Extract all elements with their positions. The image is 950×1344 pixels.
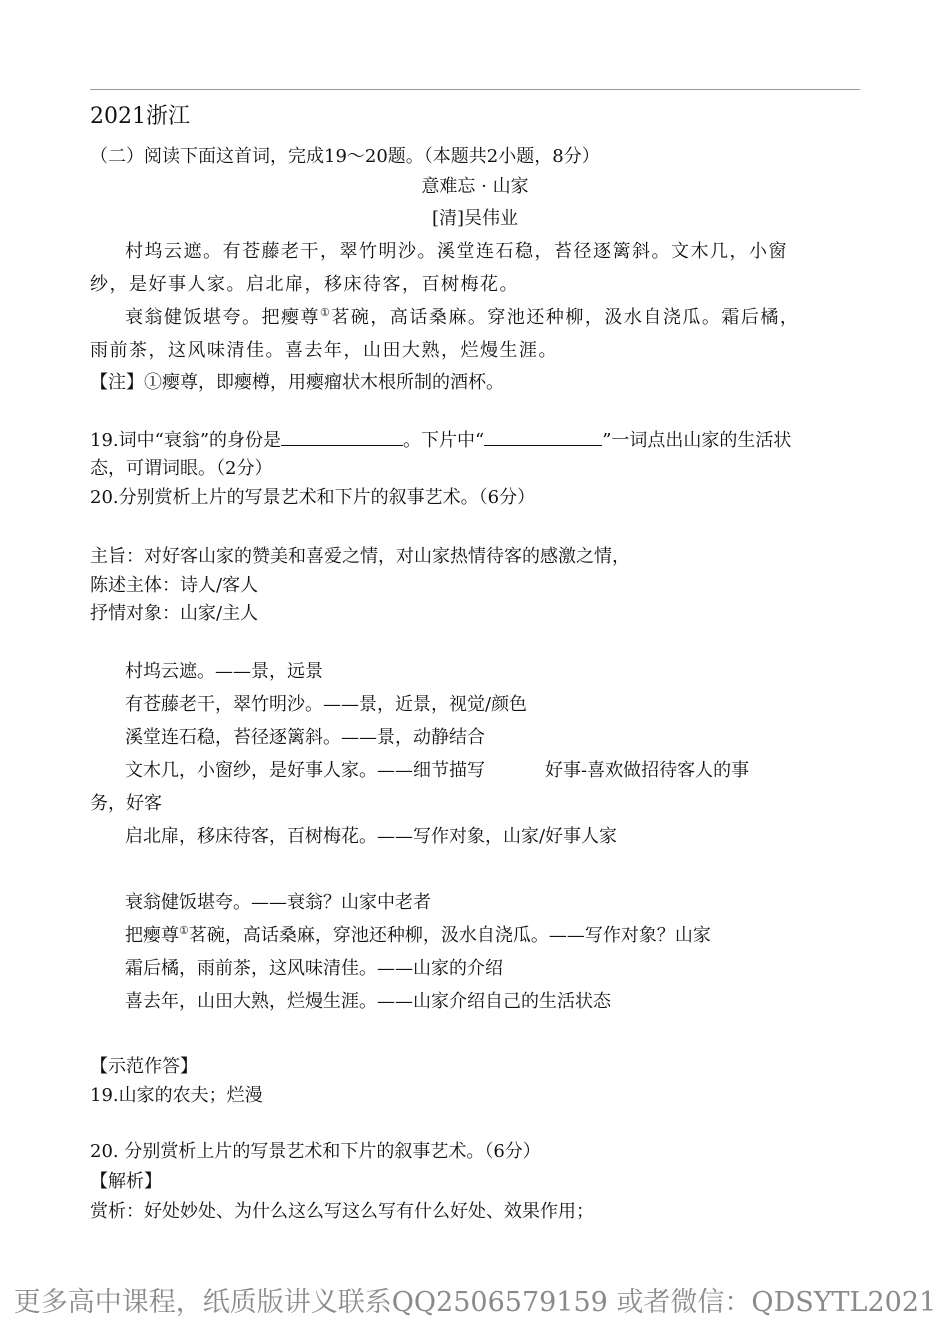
analysis-line: 衰翁健饭堪夸。——衰翁？山家中老者 [125, 892, 431, 913]
analysis-line: 村坞云遮。——景，远景 [125, 661, 323, 682]
footer-contact: 更多高中课程，纸质版讲义联系QQ2506579159 [13, 1287, 608, 1318]
analysis-line: 启北扉，移床待客，百树梅花。——写作对象，山家/好事人家 [125, 826, 618, 847]
analysis-text: 把瘿尊 [125, 925, 179, 946]
question-19 [90, 429, 791, 453]
poem-text: 茗碗，高话桑麻。穿池还种柳，汲水自浇瓜。霜后橘， [331, 307, 800, 328]
analysis-line: 喜去年，山田大熟，烂熳生涯。——山家介绍自己的生活状态 [125, 991, 611, 1012]
question-19-cont: 态，可谓词眼。（2分） [90, 458, 273, 479]
poem-line [125, 306, 799, 330]
analysis-line: 霜后橘，雨前茶，这风味清佳。——山家的介绍 [125, 958, 503, 979]
analysis-line: 务，好客 [90, 793, 162, 814]
jiexi-label: 【解析】 [90, 1171, 162, 1192]
poem-text: 衰翁健饭堪夸。把瘿尊 [125, 307, 320, 328]
analysis-line: 溪堂连石稳，苔径逐篱斜。——景，动静结合 [125, 727, 485, 748]
poem-line: 村坞云遮。有苍藤老干，翠竹明沙。溪堂连石稳，苔径逐篱斜。文木几，小窗 [125, 241, 788, 262]
section-heading: 2021浙江 [90, 104, 190, 129]
question-intro: （二）阅读下面这首词，完成19～20题。（本题共2小题，8分） [90, 146, 600, 167]
analysis-object: 抒情对象：山家/主人 [90, 603, 259, 624]
answer-blank [484, 429, 602, 446]
q19-text: 。下片中“ [403, 430, 485, 451]
analysis-line: 有苍藤老干，翠竹明沙。——景，近景，视觉/颜色 [125, 694, 528, 715]
question-20: 20.分别赏析上片的写景艺术和下片的叙事艺术。（6分） [90, 487, 536, 508]
poem-author: [清]吴伟业 [431, 208, 519, 229]
analysis-subject: 陈述主体：诗人/客人 [90, 575, 259, 596]
analysis-line [125, 759, 749, 783]
shangxi-text: 赏析：好处妙处、为什么这么写这么写有什么好处、效果作用； [90, 1201, 594, 1222]
poem-title: 意难忘 · 山家 [421, 176, 529, 197]
header-rule [90, 89, 860, 90]
footnote-marker: ① [179, 924, 189, 937]
analysis-line [125, 924, 711, 948]
analysis-text: 文木几，小窗纱，是好事人家。——细节描写 [125, 760, 485, 781]
footer-wechat: 或者微信：QDSYTL2021 [616, 1287, 937, 1318]
analysis-theme: 主旨：对好客山家的赞美和喜爱之情，对山家热情待客的感激之情， [90, 546, 630, 567]
answer-blank [281, 429, 403, 446]
answer-20-question: 20. 分别赏析上片的写景艺术和下片的叙事艺术。（6分） [90, 1141, 541, 1162]
analysis-note: 好事-喜欢做招待客人的事 [545, 760, 750, 781]
footnote-marker: ① [320, 306, 332, 319]
q19-text: ”一词点出山家的生活状 [602, 430, 792, 451]
answer-label: 【示范作答】 [90, 1056, 198, 1077]
poem-line: 雨前茶，这风味清佳。喜去年，山田大熟，烂熳生涯。 [90, 340, 558, 361]
q19-text: 19.词中“衰翁”的身份是 [90, 430, 282, 451]
watermark-footer [0, 1286, 950, 1320]
poem-note: 【注】①瘿尊，即瘿樽，用瘿瘤状木根所制的酒杯。 [90, 372, 504, 393]
answer-19: 19.山家的农夫；烂漫 [90, 1085, 263, 1106]
poem-line: 纱，是好事人家。启北扉，移床待客，百树梅花。 [90, 274, 519, 295]
analysis-text: 茗碗，高话桑麻，穿池还种柳，汲水自浇瓜。——写作对象？山家 [188, 925, 711, 946]
